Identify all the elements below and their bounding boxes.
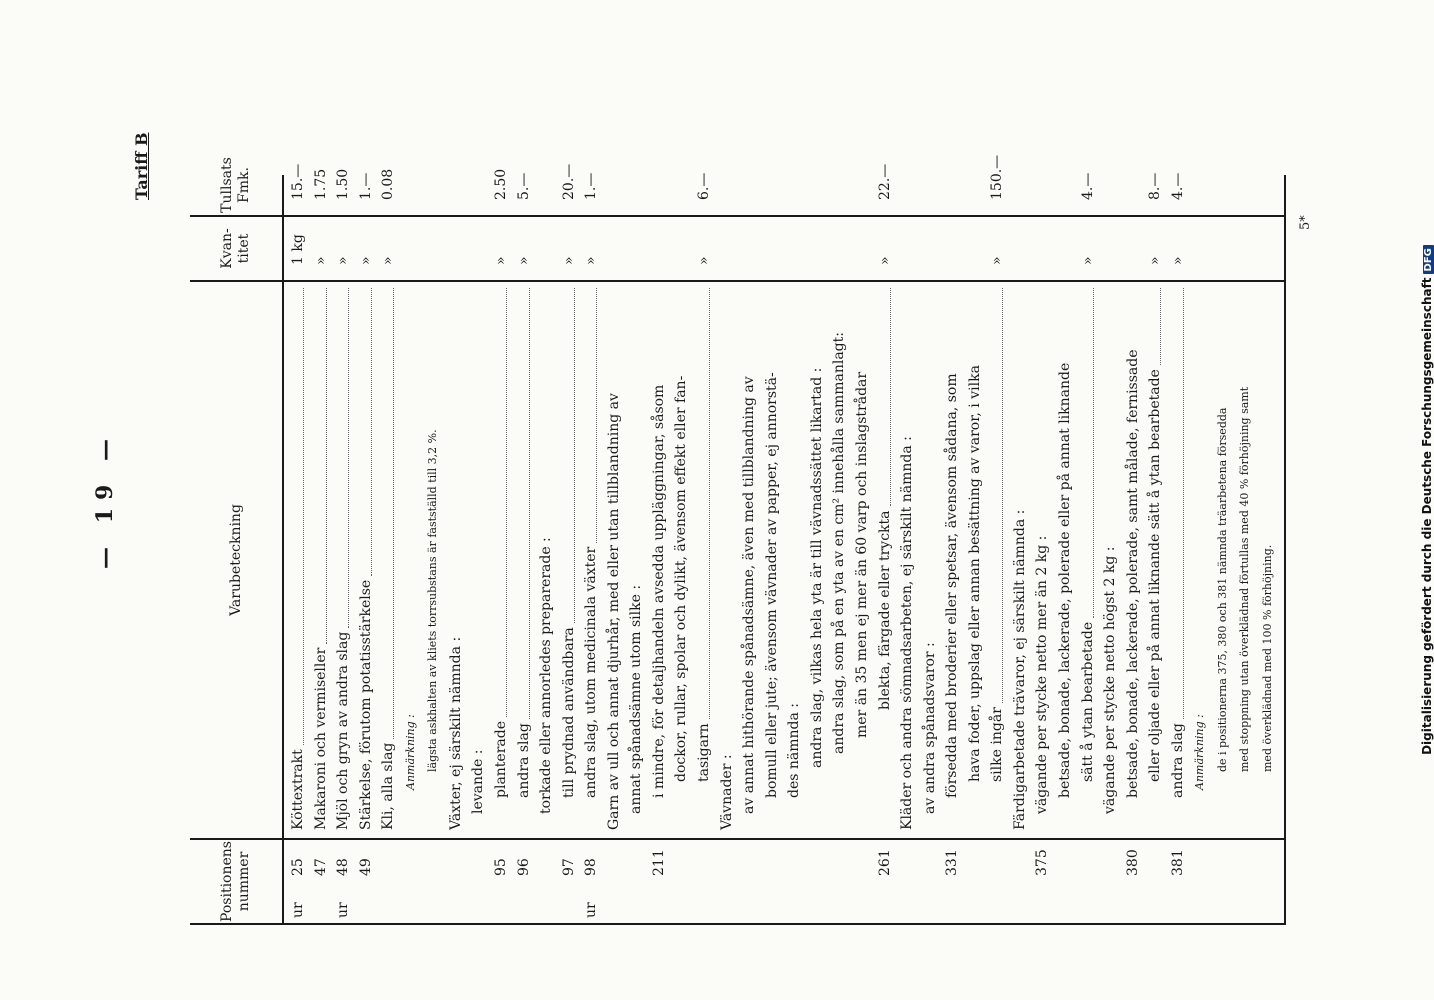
row-description: levande :	[470, 749, 487, 814]
row-description: vägande per stycke netto högst 2 kg :	[1102, 546, 1119, 814]
row-description: planterade	[493, 721, 510, 798]
row-position-number: 331	[944, 849, 961, 876]
row-description: lägsta askhalten av kliets torrsubstans är fastställd till 3,2 %.	[426, 429, 440, 772]
row-description: Mjöl och gryn av andra slag	[335, 631, 352, 830]
qty-header-bottom-rule	[282, 175, 284, 282]
row-description: eller oljade eller på annat liknande sätt å ytan bearbetade	[1147, 369, 1164, 782]
dot-leader	[890, 288, 891, 506]
dfg-logo: DFG	[1423, 245, 1434, 274]
footer-mark: 5*	[1298, 215, 1313, 230]
row-rate: 1.75	[312, 168, 329, 200]
row-description: av andra spånadsvaror :	[921, 642, 938, 814]
tariff-label: Tariff B	[132, 132, 151, 200]
dot-leader	[326, 288, 327, 644]
row-description: Växter, ej särskilt nämnda :	[447, 636, 464, 830]
row-position-number: 49	[357, 858, 374, 876]
header-position: Positionens nummer	[219, 841, 252, 922]
row-description: andra slag	[515, 723, 532, 798]
digitization-note	[1420, 0, 1434, 1000]
row-quantity: »	[1147, 256, 1164, 265]
row-description: tasigarn	[696, 723, 713, 782]
row-quantity: »	[515, 256, 532, 265]
row-description: andra slag, som på en yta av en cm² innehålla sammanlagt:	[831, 332, 848, 754]
row-description: dockor, rullar, spolar och dylikt, ävensom effekt eller fan-	[673, 375, 690, 782]
row-position-number: 261	[876, 849, 893, 876]
dot-leader	[596, 288, 597, 543]
dot-leader	[348, 288, 349, 628]
row-rate: 4.—	[1079, 172, 1096, 200]
row-description: blekta, färgade eller tryckta	[876, 510, 893, 710]
header-quantity: Kvan- titet	[219, 228, 252, 269]
row-description: med överklädnad med 100 % förhöjning.	[1261, 544, 1274, 772]
dot-leader	[1183, 288, 1184, 719]
row-position-number: 25	[290, 858, 306, 876]
row-position-number: 211	[650, 849, 667, 876]
row-rate: 6.—	[696, 172, 713, 200]
page-number: — 19 —	[92, 431, 118, 569]
row-rate: 1.—	[583, 172, 600, 200]
row-description: Stärkelse, förutom potatisstärkelse	[357, 579, 374, 830]
table-top-rule	[190, 923, 1286, 925]
row-rate: 15.—	[290, 163, 306, 200]
row-description: Kläder och andra sömnadsarbeten, ej särskilt nämnda :	[899, 436, 916, 830]
row-rate: 0.08	[380, 168, 397, 200]
table-bottom-rule	[1284, 175, 1286, 925]
row-rate: 1.50	[335, 168, 352, 200]
row-quantity: »	[493, 256, 510, 265]
row-quantity: »	[1169, 256, 1186, 265]
dot-leader	[1093, 288, 1094, 618]
row-rate: 1.—	[357, 172, 374, 200]
dot-leader	[574, 288, 575, 623]
row-rate: 8.—	[1147, 172, 1164, 200]
row-description: med stoppning utan överklädnad förtullas med 40 % förhöjning samt	[1238, 386, 1252, 772]
row-position-number: 47	[312, 858, 329, 876]
dot-leader	[506, 288, 507, 717]
row-quantity: »	[380, 256, 397, 265]
row-description: till prydnad användbara	[560, 627, 577, 798]
dot-leader	[1002, 288, 1003, 703]
row-prefix: ur	[335, 902, 352, 918]
row-quantity: 1 kg	[290, 234, 306, 265]
header-description: Varubeteckning	[227, 504, 244, 616]
row-description: andra slag	[1169, 723, 1186, 798]
row-description: hava foder, uppslag eller annan besättning av varor, i vilka	[966, 365, 983, 782]
row-position-number: 97	[560, 858, 577, 876]
row-description: des nämnda :	[786, 702, 803, 798]
row-rate: 20.—	[560, 163, 577, 200]
col-divider-description	[190, 280, 1286, 282]
row-description: mer än 35 men ej mer än 60 varp och inslagstrådar	[853, 371, 870, 738]
row-quantity: »	[989, 256, 1006, 265]
row-description: sätt å ytan bearbetade	[1079, 621, 1096, 782]
dot-leader	[371, 288, 372, 576]
row-position-number: 380	[1124, 849, 1141, 876]
digitization-note-text: Digitalisierung gefördert durch die Deutsche Forschungsgemeinschaft	[1420, 277, 1434, 755]
row-position-number: 48	[335, 858, 352, 876]
row-rate: 22.—	[876, 163, 893, 200]
row-position-number: 381	[1169, 849, 1186, 876]
header-bottom-rule	[282, 175, 284, 925]
row-quantity: »	[357, 256, 374, 265]
dot-leader	[393, 288, 394, 739]
row-rate: 150.—	[989, 154, 1006, 200]
row-description: vägande per stycke netto mer än 2 kg :	[1034, 535, 1051, 814]
row-description: Anmärkning :	[1193, 714, 1207, 790]
row-position-number: 96	[515, 858, 532, 876]
dot-leader	[303, 288, 304, 745]
dot-leader	[709, 288, 710, 719]
row-position-number: 375	[1034, 849, 1051, 876]
row-description: torkade eller annorledes preparerade :	[538, 537, 555, 814]
row-quantity: »	[560, 256, 577, 265]
row-description: andra slag, vilkas hela yta är till vävnadssättet likartad :	[808, 367, 825, 768]
col-divider-position	[190, 838, 1286, 840]
row-description: försedda med broderier eller spetsar, ävensom sådana, som	[944, 373, 961, 798]
row-description: Vävnader :	[718, 754, 735, 830]
header-rate: Tullsats Fmk.	[219, 157, 252, 213]
row-description: Garn av ull och annat djurhår, med eller utan tillblandning av	[605, 393, 622, 830]
dot-leader	[1160, 288, 1161, 365]
row-prefix: ur	[290, 902, 306, 918]
row-description: annat spånadsämne utom silke :	[628, 584, 645, 814]
row-description: silke ingår	[989, 707, 1006, 782]
row-quantity: »	[335, 256, 352, 265]
row-description: bomull eller jute; ävensom vävnader av papper, ej annorstä-	[763, 372, 780, 798]
row-quantity: »	[312, 256, 329, 265]
row-description: Köttextrakt	[290, 749, 306, 830]
row-description: betsade, bonade, lackerade, polerade, samt målade, fernissade	[1124, 349, 1141, 798]
row-description: Färdigarbetade trävaror, ej särskilt nämnda :	[1011, 509, 1028, 830]
row-quantity: »	[1079, 256, 1096, 265]
row-prefix: ur	[583, 902, 600, 918]
row-description: betsade, bonade, lackerade, polerade eller på annat liknande	[1056, 362, 1073, 798]
row-description: andra slag, utom medicinala växter	[583, 546, 600, 798]
row-rate: 4.—	[1169, 172, 1186, 200]
row-position-number: 95	[493, 858, 510, 876]
row-description: i mindre, för detaljhandeln avsedda uppläggningar, såsom	[650, 384, 667, 798]
row-quantity: »	[583, 256, 600, 265]
row-quantity: »	[696, 256, 713, 265]
col-divider-quantity	[190, 215, 1286, 217]
row-quantity: »	[876, 256, 893, 265]
row-description: Anmärkning :	[403, 714, 417, 790]
row-description: Makaroni och vermiseller	[312, 647, 329, 830]
dot-leader	[529, 288, 530, 719]
row-rate: 2.50	[493, 168, 510, 200]
row-description: de i positionerna 375, 380 och 381 nämnda träarbetena försedda	[1215, 407, 1229, 772]
row-rate: 5.—	[515, 172, 532, 200]
row-description: av annat hithörande spånadsämne, även med tillblandning av	[741, 376, 758, 814]
row-description: Kli, alla slag	[380, 742, 397, 830]
row-position-number: 98	[583, 858, 600, 876]
